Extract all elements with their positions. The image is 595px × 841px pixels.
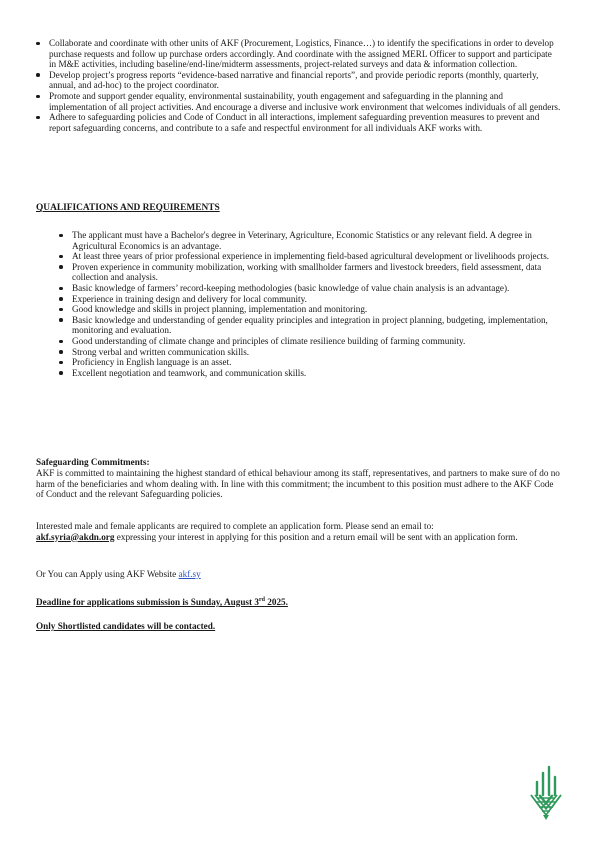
list-item: Experience in training design and delivery for local community. [72,294,562,305]
list-item: Adhere to safeguarding policies and Code of Conduct in all interactions, implement safeguarding prevention measures to prevent and report safeguarding concerns, and contribute to a safe and respectful environment for all individuals AKF works with. [49,112,561,133]
list-item: Proficiency in English language is an asset. [72,357,562,368]
list-item: Collaborate and coordinate with other units of AKF (Procurement, Logistics, Finance…) to identify the specifications in order to develop purchase requests and follow up purchase orders accordingly. And coordinate with the assigned MERL Officer to support and participate in M&E activities, including baseline/end-line/midterm assessments, project-related surveys and data & information collection. [49,38,561,70]
deadline-sup: rd [258,597,265,603]
list-item: Strong verbal and written communication skills. [72,347,562,358]
safeguarding-heading: Safeguarding Commitments: [36,457,150,467]
website-line [36,569,561,580]
akdn-wheat-logo-icon [527,765,565,821]
deadline-suffix: 2025. [264,597,288,608]
deadline-prefix: Deadline for applications submission is Sunday, August 3 [36,597,259,608]
application-paragraph [36,521,561,542]
list-item: Excellent negotiation and teamwork, and communication skills. [72,368,562,379]
application-intro: Interested male and female applicants are required to complete an application form. Please send an email to: [36,521,434,531]
deadline-text [36,595,561,608]
qualifications-heading: QUALIFICATIONS AND REQUIREMENTS [36,203,220,213]
website-text: Or You can Apply using AKF Website [36,569,179,579]
list-item: Good knowledge and skills in project planning, implementation and monitoring. [72,304,562,315]
list-item: Promote and support gender equality, environmental sustainability, youth engagement and safeguarding in the planning and implementation of all project activities. And encourage a diverse and inclusive work environment that welcomes individuals of all genders. [49,90,561,112]
list-item: Good understanding of climate change and principles of climate resilience building of farming community. [72,336,562,347]
responsibilities-list [49,38,561,133]
list-item: Proven experience in community mobilization, working with smallholder farmers and livestock breeders, field assessment, data collection and analysis. [72,262,562,283]
safeguarding-text: AKF is committed to maintaining the highest standard of ethical behaviour among its staff, representatives, and partners to make sure of do no harm of the beneficiaries and whom dealing with. In line with this commitment; the incumbent to this position must adhere to the AKF Code of Conduct and the relevant Safeguarding policies. [36,468,560,500]
list-item: Basic knowledge and understanding of gender equality principles and integration in project planning, budgeting, implementation, monitoring and evaluation. [72,315,562,336]
application-rest: expressing your interest in applying for this position and a return email will be sent with an application form. [114,531,518,542]
list-item: Develop project’s progress reports “evidence-based narrative and financial reports”, and provide periodic reports (monthly, quarterly, annual, and ad-hoc) to the project coordinator. [49,70,561,91]
list-item: The applicant must have a Bachelor's degree in Veterinary, Agriculture, Economic Statistics or any relevant field. A degree in Agricultural Economics is an advantage. [72,230,562,251]
shortlist-note: Only Shortlisted candidates will be contacted. [36,621,216,631]
qualifications-list [72,230,562,378]
website-link[interactable]: akf.sy [178,569,201,579]
list-item: Basic knowledge of farmers’ record-keeping methodologies (basic knowledge of value chain analysis is an advantage). [72,283,562,294]
list-item: At least three years of prior professional experience in implementing field-based agricultural development or livelihoods projects. [72,251,562,262]
email-link[interactable]: akf.syria@akdn.org [36,531,115,542]
